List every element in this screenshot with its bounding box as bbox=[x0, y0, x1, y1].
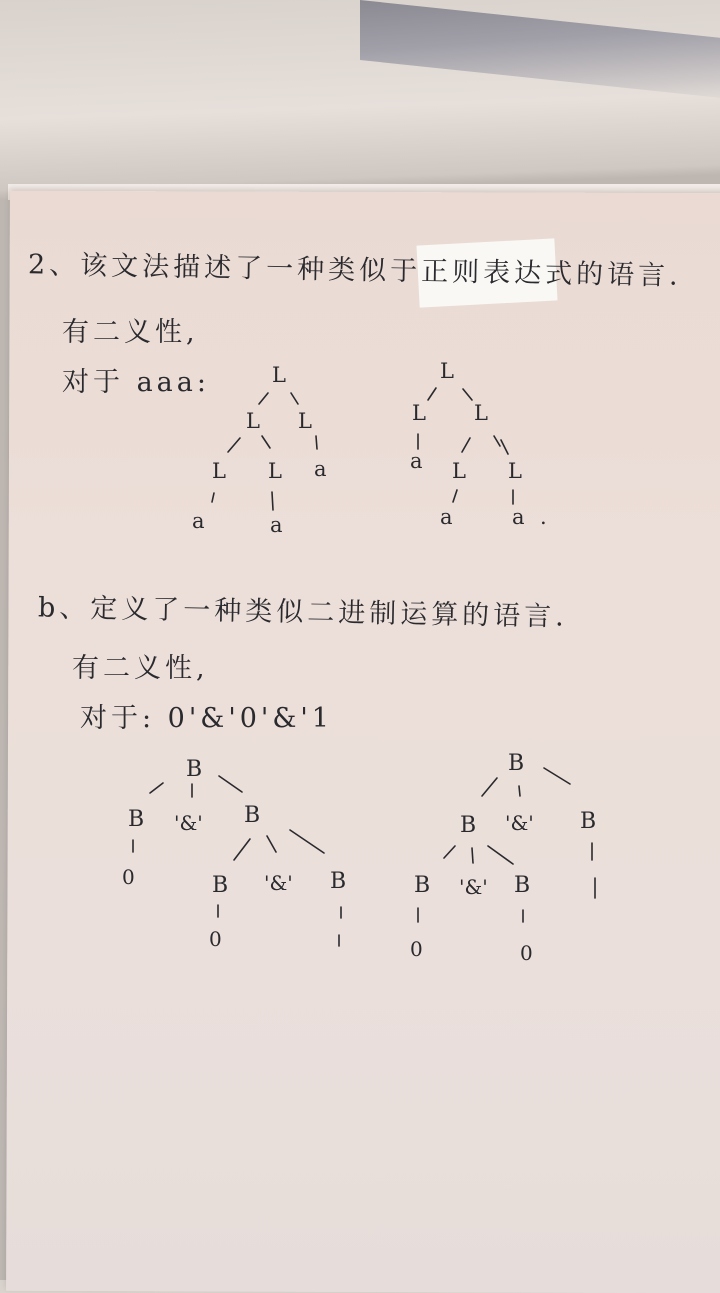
tree-b-zero: 0 bbox=[410, 937, 423, 961]
tree-b-root: B bbox=[508, 751, 525, 776]
tree-b-zero: 0 bbox=[122, 865, 135, 889]
section-b-line-1: b、定义了一种类似二进制运算的语言. bbox=[37, 592, 569, 633]
tree-l-end-mark: . bbox=[540, 505, 547, 529]
tree-b-node: B bbox=[244, 803, 261, 828]
tree-edges bbox=[133, 388, 595, 946]
tree-l-node: L bbox=[474, 401, 488, 425]
tree-l-leaf: a bbox=[410, 449, 423, 473]
tree-b-node: B bbox=[414, 873, 431, 898]
tree-l-root: L bbox=[440, 359, 454, 383]
tree-l-node: L bbox=[452, 459, 466, 483]
section-2-line-1: 2、该文法描述了一种类似于正则表达式的语言. bbox=[27, 249, 682, 292]
tree-l-leaf: a bbox=[314, 457, 327, 481]
tree-l-node: L bbox=[246, 409, 260, 433]
tree-l-node: L bbox=[508, 459, 522, 483]
section-2-line-3: 对于 aaa: bbox=[62, 367, 210, 398]
tree-b-zero: 0 bbox=[520, 941, 533, 965]
tree-l-leaf: a bbox=[192, 509, 205, 533]
tree-l-node: L bbox=[412, 401, 426, 425]
tree-b-node: B bbox=[128, 807, 145, 832]
tree-l-node: L bbox=[298, 409, 312, 433]
tree-b-op: '&' bbox=[174, 811, 203, 835]
section-2-line-2: 有二义性, bbox=[62, 317, 199, 348]
tree-b-node: B bbox=[330, 869, 347, 894]
section-b-line-2: 有二义性, bbox=[72, 653, 209, 684]
tree-b-node: B bbox=[580, 809, 597, 834]
section-b-line-3: 对于: 0'&'0'&'1 bbox=[80, 703, 333, 734]
tree-b-node: B bbox=[514, 873, 531, 898]
tree-b-op: '&' bbox=[505, 811, 534, 835]
tree-l-leaf: a bbox=[270, 513, 283, 537]
tree-l-node: L bbox=[268, 459, 282, 483]
tree-l-node: L bbox=[212, 459, 226, 483]
tree-b-op: '&' bbox=[264, 871, 293, 895]
tree-l-leaf: a bbox=[512, 505, 525, 529]
tree-b-node: B bbox=[460, 813, 477, 838]
tree-b-root: B bbox=[186, 757, 203, 782]
tree-b-node: B bbox=[212, 873, 229, 898]
tree-b-zero: 0 bbox=[209, 927, 222, 951]
tree-l-root: L bbox=[272, 363, 286, 387]
tree-l-leaf: a bbox=[440, 505, 453, 529]
tree-b-op: '&' bbox=[459, 875, 488, 899]
